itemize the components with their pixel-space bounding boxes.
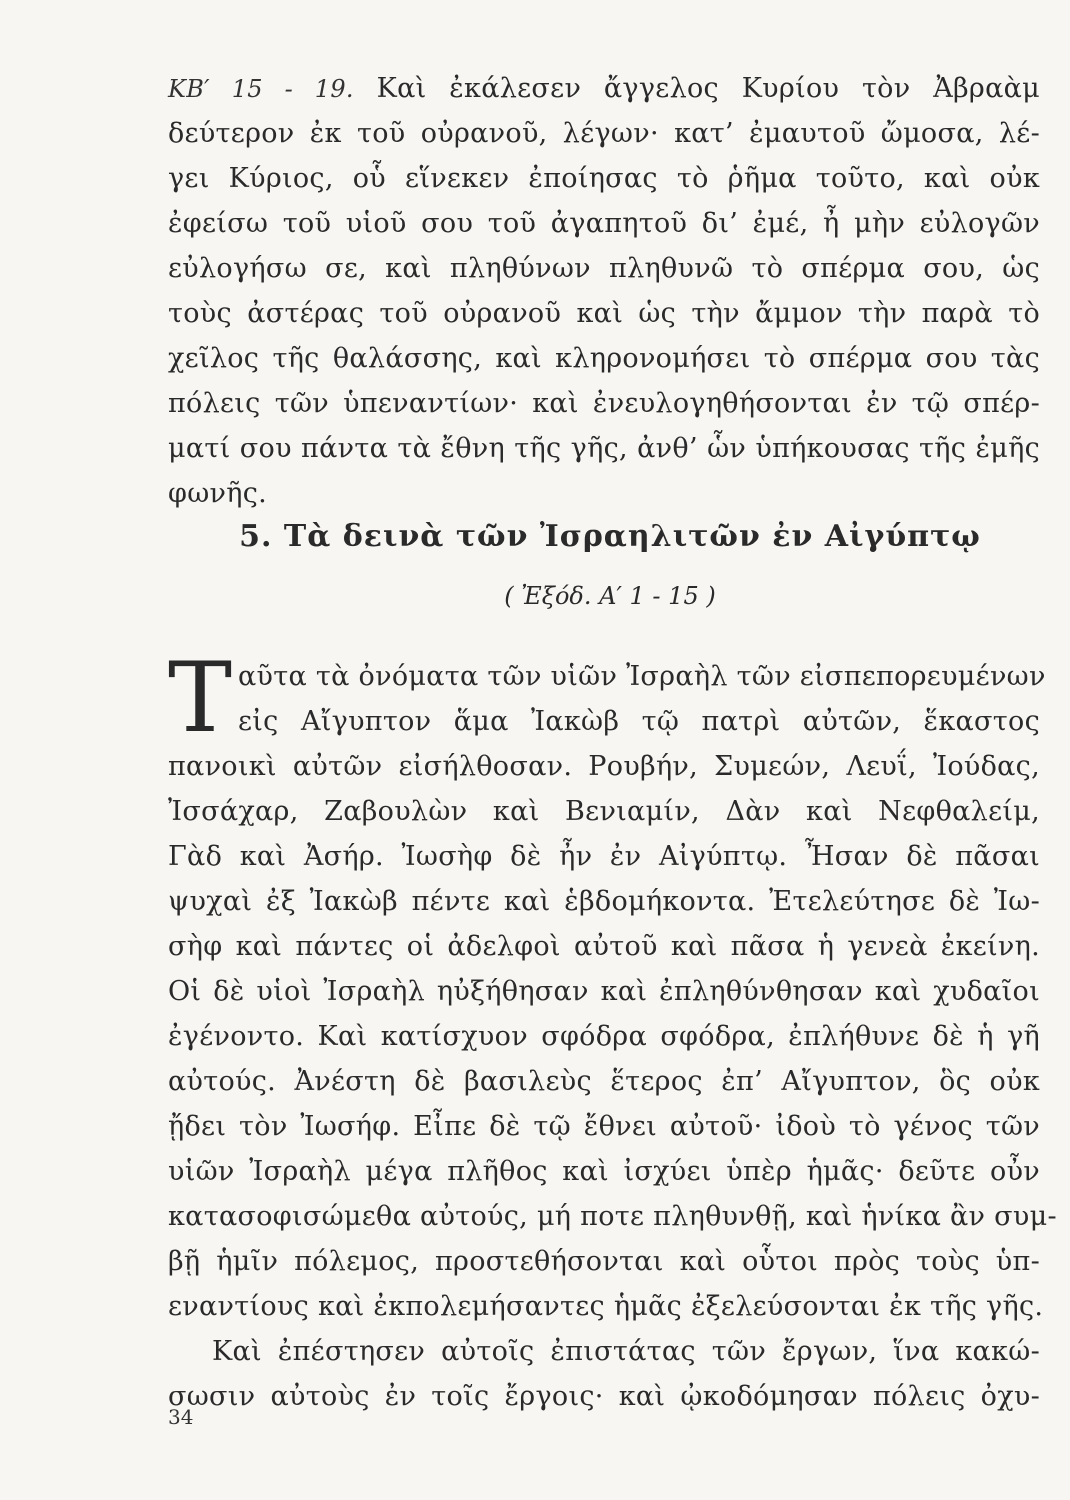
text-line: Οἱ δὲ υἱοὶ Ἰσραὴλ ηὐξήθησαν καὶ ἐπληθύνθησαν καὶ χυδαῖοι — [168, 976, 1040, 1007]
text-line: ψυχαὶ ἐξ Ἰακὼβ πέντε καὶ ἑβδομήκοντα. Ἐτελεύτησε δὲ Ἰω- — [168, 886, 1040, 917]
text-line: αὐτούς. Ἀνέστη δὲ βασιλεὺς ἕτερος ἐπ’ Αἴγυπτον, ὃς οὐκ — [168, 1066, 1040, 1097]
text-line: ᾔδει τὸν Ἰωσήφ. Εἶπε δὲ τῷ ἔθνει αὐτοῦ· ἰδοὺ τὸ γένος τῶν — [168, 1111, 1040, 1142]
text-line: Καὶ ἐπέστησεν αὐτοῖς ἐπιστάτας τῶν ἔργων, ἵνα κακώ- — [212, 1336, 1040, 1367]
page-number: 34 — [168, 1405, 194, 1429]
text-line: γει Κύριος, οὗ εἵνεκεν ἐποίησας τὸ ῥῆμα τοῦτο, καὶ οὐκ — [168, 163, 1040, 194]
exodus-passage — [168, 642, 1057, 1419]
text-line: εἰς Αἴγυπτον ἅμα Ἰακὼβ τῷ πατρὶ αὐτῶν, ἕκαστος — [238, 706, 1040, 737]
text-line: υἱῶν Ἰσραὴλ μέγα πλῆθος καὶ ἰσχύει ὑπὲρ ἡμᾶς· δεῦτε οὖν — [168, 1156, 1040, 1187]
drop-cap: Τ — [168, 642, 233, 754]
text-line: ἐγένοντο. Καὶ κατίσχυον σφόδρα σφόδρα, ἐπλήθυνε δὲ ἡ γῆ — [168, 1021, 1040, 1052]
text-line: εναντίους καὶ ἐκπολεμήσαντες ἡμᾶς ἐξελεύσονται ἐκ τῆς γῆς. — [168, 1291, 1044, 1322]
text-line: χεῖλος τῆς θαλάσσης, καὶ κληρονομήσει τὸ σπέρμα σου τὰς — [168, 343, 1040, 374]
text-line: πανοικὶ αὐτῶν εἰσήλθοσαν. Ρουβήν, Συμεών, Λευΐ, Ἰούδας, — [168, 751, 1040, 782]
text-line: Ἰσσάχαρ, Ζαβουλὼν καὶ Βενιαμίν, Δὰν καὶ Νεφθαλείμ, — [168, 796, 1040, 827]
verse-passage — [168, 66, 1040, 516]
section-reference: ( Ἐξόδ. Α′ 1 - 15 ) — [504, 582, 716, 610]
text-line: ΚΒ′ 15 - 19. Καὶ ἐκάλεσεν ἄγγελος Κυρίου τὸν Ἀβραὰμ — [168, 73, 1040, 104]
text-line: φωνῆς. — [168, 478, 268, 509]
text-line: βῇ ἡμῖν πόλεμος, προστεθήσονται καὶ οὗτοι πρὸς τοὺς ὑπ- — [168, 1246, 1040, 1277]
text-line: εὐλογήσω σε, καὶ πληθύνων πληθυνῶ τὸ σπέρμα σου, ὡς — [168, 253, 1040, 284]
text-line: κατασοφισώμεθα αὐτούς, μή ποτε πληθυνθῇ, καὶ ἡνίκα ἂν συμ- — [168, 1201, 1057, 1232]
text-line: σωσιν αὐτοὺς ἐν τοῖς ἔργοις· καὶ ᾠκοδόμησαν πόλεις ὀχυ- — [168, 1381, 1040, 1412]
text-line: αῦτα τὰ ὀνόματα τῶν υἱῶν Ἰσραὴλ τῶν εἰσπεπορευμένων — [238, 661, 1046, 692]
section-title: 5. Τὰ δεινὰ τῶν Ἰσραηλιτῶν ἐν Αἰγύπτῳ — [239, 519, 981, 554]
verse-reference: ΚΒ′ 15 - 19. — [168, 75, 354, 103]
text-line: δεύτερον ἐκ τοῦ οὐρανοῦ, λέγων· κατ’ ἐμαυτοῦ ὤμοσα, λέ- — [168, 118, 1040, 149]
text-line: ἐφείσω τοῦ υἱοῦ σου τοῦ ἀγαπητοῦ δι’ ἐμέ, ἦ μὴν εὐλογῶν — [168, 208, 1040, 239]
text-line: πόλεις τῶν ὑπεναντίων· καὶ ἐνευλογηθήσονται ἐν τῷ σπέρ- — [168, 388, 1040, 419]
text-line: σὴφ καὶ πάντες οἱ ἀδελφοὶ αὐτοῦ καὶ πᾶσα ἡ γενεὰ ἐκείνη. — [168, 931, 1040, 962]
text-line: ματί σου πάντα τὰ ἔθνη τῆς γῆς, ἀνθ’ ὧν ὑπήκουσας τῆς ἐμῆς — [168, 433, 1040, 464]
text-line: τοὺς ἀστέρας τοῦ οὐρανοῦ καὶ ὡς τὴν ἄμμον τὴν παρὰ τὸ — [168, 298, 1040, 329]
text-line: Γὰδ καὶ Ἀσήρ. Ἰωσὴφ δὲ ἦν ἐν Αἰγύπτῳ. Ἦσαν δὲ πᾶσαι — [168, 841, 1040, 872]
